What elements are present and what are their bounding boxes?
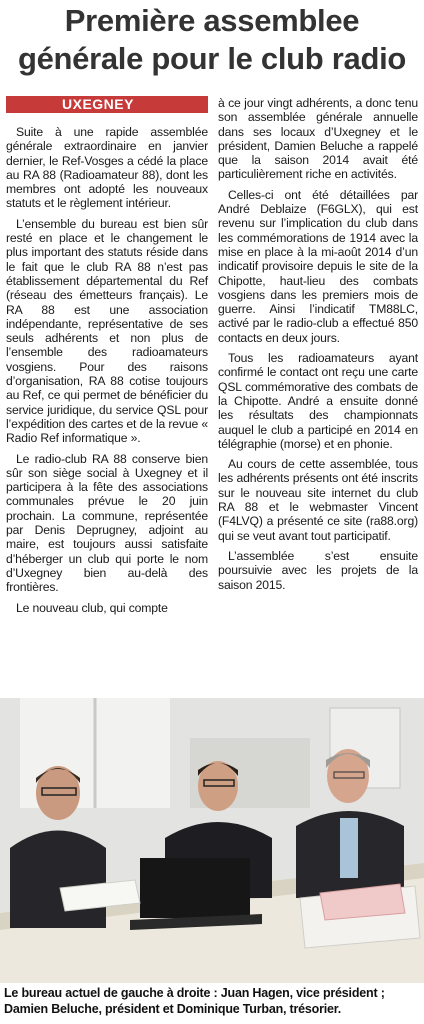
right-paragraph-5: L’assemblée s’est ensuite poursuivie avec les projets de la saison 2015. [218, 548, 418, 592]
headline-line-1: Première assemblee [64, 3, 360, 38]
article-headline [0, 2, 424, 78]
headline-line-2: générale pour le club radio [17, 41, 407, 76]
right-paragraph-3: Tous les radioamateurs ayant confirmé le contact ont reçu une carte QSL commémorative des combats de la Chipotte. André a ensuite donné les résultats des championnats auquel le club a participé en 2014 en télégraphie (morse) et en phonie. [218, 351, 418, 451]
right-paragraph-2: Celles-ci ont été détaillées par André Deblaize (F6GLX), qui est revenu sur l’implication du club dans les commémorations de 1914 avec la mise en place à la mi-août 2014 d’un indicatif provisoire depuis le site de la Chipotte, haut-lieu des combats vosgiens dans les premiers mois de guerre. Ainsi l’indicatif TM88LC, activé par le radio-club a effectué 850 contacts en deux jours. [218, 187, 418, 345]
left-paragraph-1: Suite à une rapide assemblée générale extraordinaire en janvier dernier, le Ref-Vosges a cédé la place au RA 88 (Radioamateur 88), dont les membres ont adopté les nouveaux statuts et le règlement intérieur. [6, 125, 208, 211]
group-photo [0, 698, 424, 983]
right-paragraph-1: à ce jour vingt adhérents, a donc tenu son assemblée générale annuelle dans ses locaux d’Uxegney et le président, Damien Beluche a rappelé que la saison 2014 avait été particulièrement riche en activités. [218, 96, 418, 182]
photo-caption: Le bureau actuel de gauche à droite : Juan Hagen, vice président ; Damien Beluche, président et Dominique Turban, trésorier. [4, 986, 385, 1016]
left-paragraph-2: L’ensemble du bureau est bien sûr resté en place et le changement le plus important des statuts réside dans le fait que le club RA 88 n’est pas établissement départemental du Ref (réseau des émetteurs français). Le RA 88 est une association indépendante, représentative de ses seuls adhérents et non plus de l’ensemble des radioamateurs vosgiens. Pour des raisons d’organisation, RA 88 cotise toujours au Ref, ce qui permet de bénéficier du service juridique, du service QSL pour l’expédition des cartes et de la revue « Radio Ref informatique ». [6, 216, 208, 446]
right-paragraph-4: Au cours de cette assemblée, tous les adhérents présents ont été inscrits sur le nouveau site internet du club RA 88 et le webmaster Vincent (F4LVQ) a présenté ce site (ra88.org) qui se veut avant tout participatif. [218, 457, 418, 543]
right-column [218, 96, 418, 598]
photo-illustration [0, 698, 424, 983]
location-kicker: UXEGNEY [6, 96, 208, 113]
left-paragraph-4: Le nouveau club, qui compte [16, 600, 168, 615]
left-paragraph-3: Le radio-club RA 88 conserve bien sûr son siège social à Uxegney et il participera à la fête des associations communales prévue le 20 juin prochain. La commune, représentée par Denis Deprugney, adjoint au maire, est toujours aussi satisfaite d’héberger un club qui porte le nom d’Uxegney bien au-delà des frontières. [6, 451, 208, 595]
left-column [6, 96, 208, 621]
